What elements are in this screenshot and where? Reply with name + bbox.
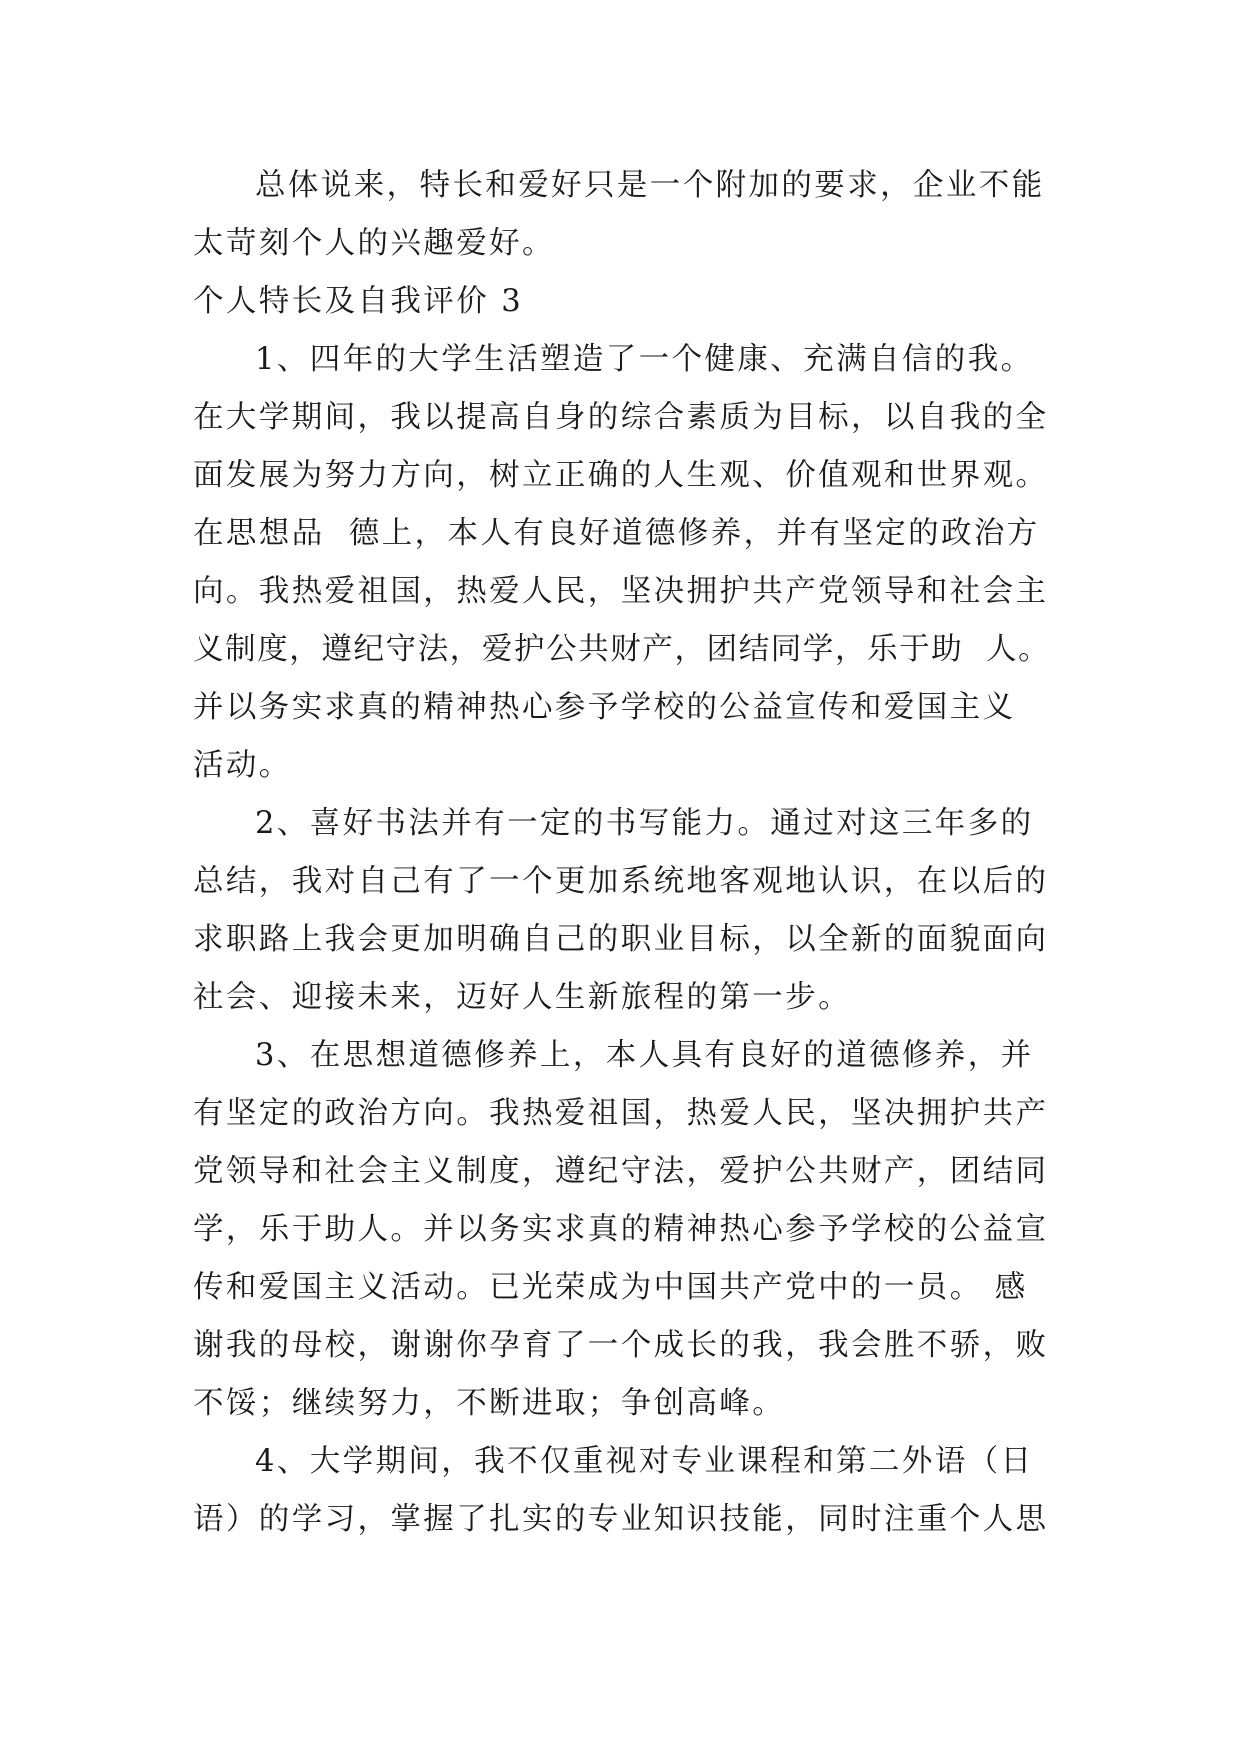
- paragraph-line: 总体说来，特长和爱好只是一个附加的要求，企业不能: [255, 168, 1045, 203]
- paragraph-line: 4、大学期间，我不仅重视对专业课程和第二外语（日: [255, 1444, 1034, 1479]
- paragraph-line: 谢我的母校，谢谢你孕育了一个成长的我，我会胜不骄，败: [193, 1328, 1049, 1363]
- paragraph-line: 活动。: [193, 748, 292, 783]
- paragraph-line: 并以务实求真的精神热心参予学校的公益宣传和爱国主义: [193, 690, 1016, 725]
- paragraph-line: 向。我热爱祖国，热爱人民，坚决拥护共产党领导和社会主: [193, 574, 1049, 609]
- document-body: [193, 157, 1053, 1549]
- paragraph-line: 面发展为努力方向，树立正确的人生观、价值观和世界观。: [193, 458, 1049, 493]
- paragraph-line: 2、喜好书法并有一定的书写能力。通过对这三年多的: [255, 806, 1034, 841]
- paragraph-line: 求职路上我会更加明确自己的职业目标，以全新的面貌面向: [193, 922, 1049, 957]
- section-heading: 个人特长及自我评价 3: [193, 284, 523, 319]
- paragraph-line: 学，乐于助人。并以务实求真的精神热心参予学校的公益宣: [193, 1212, 1049, 1247]
- paragraph-line: 传和爱国主义活动。已光荣成为中国共产党中的一员。 感: [193, 1270, 1028, 1305]
- paragraph-line: 总结，我对自己有了一个更加系统地客观地认识，在以后的: [193, 864, 1049, 899]
- paragraph-line: 在大学期间，我以提高自身的综合素质为目标，以自我的全: [193, 400, 1049, 435]
- paragraph-line: 义制度，遵纪守法，爱护公共财产，团结同学，乐于助 人。: [193, 632, 1051, 667]
- paragraph-line: 语）的学习，掌握了扎实的专业知识技能，同时注重个人思: [193, 1502, 1049, 1537]
- paragraph-line: 3、在思想道德修养上，本人具有良好的道德修养，并: [255, 1038, 1034, 1073]
- paragraph-line: 不馁；继续努力，不断进取；争创高峰。: [193, 1386, 786, 1421]
- paragraph-line: 1、四年的大学生活塑造了一个健康、充满自信的我。: [255, 342, 1034, 377]
- paragraph-line: 社会、迎接未来，迈好人生新旅程的第一步。: [193, 980, 851, 1015]
- paragraph-line: 太苛刻个人的兴趣爱好。: [193, 226, 555, 261]
- paragraph-line: 党领导和社会主义制度，遵纪守法，爱护公共财产，团结同: [193, 1154, 1049, 1189]
- paragraph-line: 有坚定的政治方向。我热爱祖国，热爱人民，坚决拥护共产: [193, 1096, 1049, 1131]
- paragraph-line: 在思想品 德上，本人有良好道德修养，并有坚定的政治方: [193, 516, 1040, 551]
